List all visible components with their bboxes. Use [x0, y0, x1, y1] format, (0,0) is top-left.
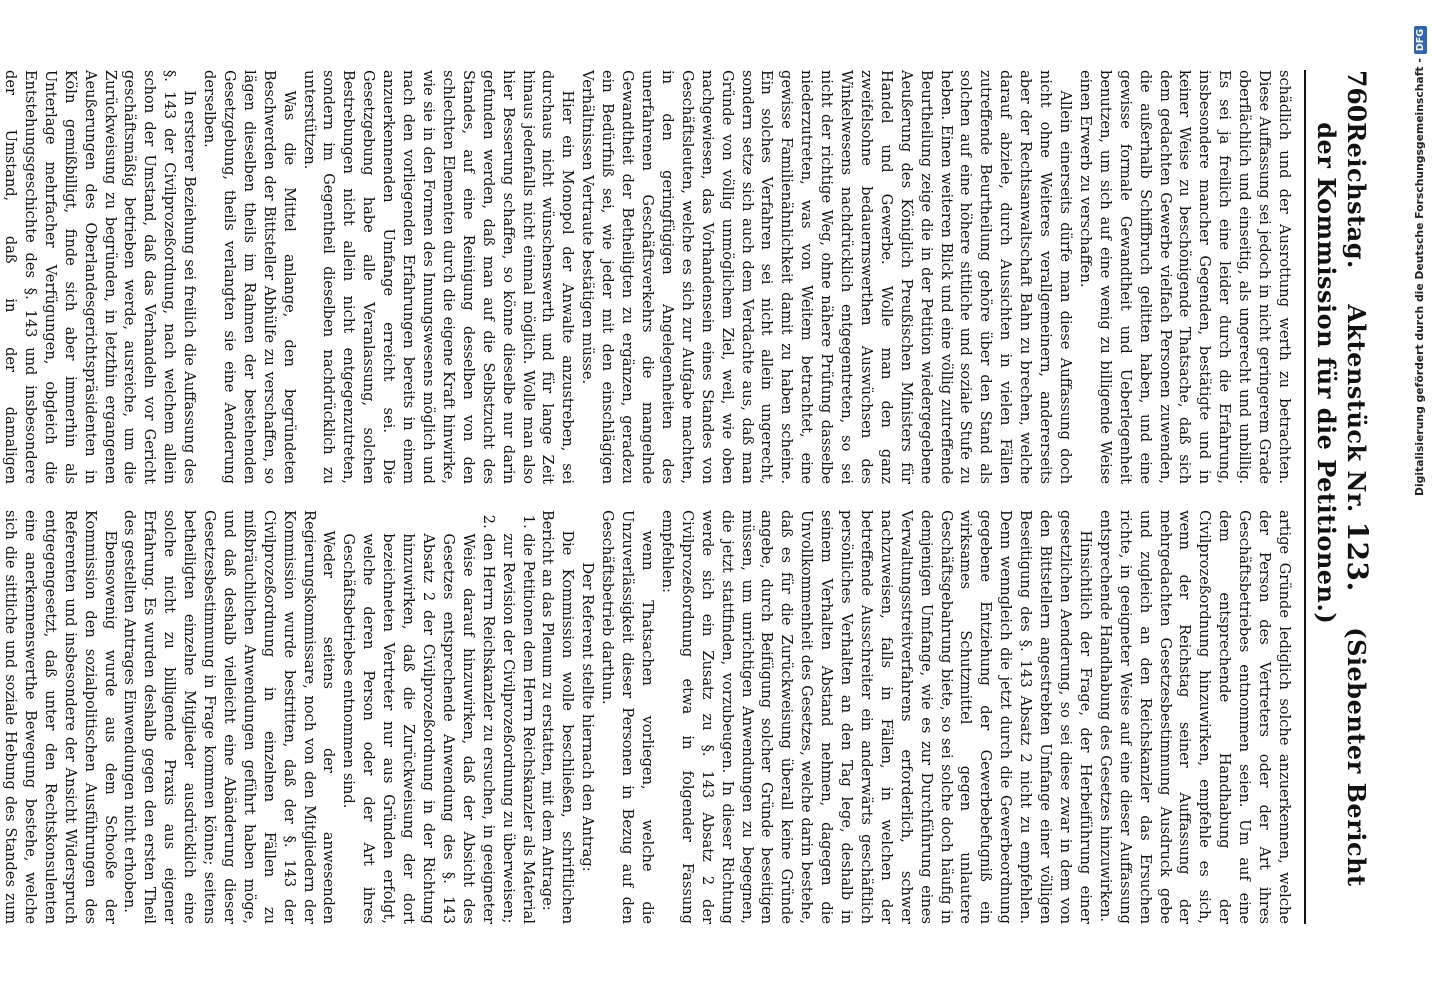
left-paragraph: Hier ein Monopol der Anwalte anzustreben, sei durchaus nicht wünschenswerth und für lange Zeit hinaus jedenfalls nicht einmal möglich. Wolle man also hier Besserung schaffen, so könne dieselbe nur darin gefunden werden, daß man auf die Selbstzucht des Standes, auf eine Reinigung desselben von den schlechten Elementen durch die eigene Kraft hinwirke, wie sie in den Formen des Innungswesens möglich und nach den vorliegenden Erfahrungen bereits in einem anzuerkennenden Umfange erreicht sei. Die Gesetzgebung habe alle Veranlassung, solchen Bestrebungen nicht allein nicht entgegenzutreten, sondern im Gegentheil dieselben nachdrücklich zu unterstützen. [300, 70, 577, 484]
left-paragraph: Allein einerseits dürfe man diese Auffassung doch nicht ohne Weiteres verallgemeinern, andererseits aber der Rechtsanwaltschaft Bahn zu brechen, welche darauf abziele, durch Aussichten in vielen Fällen zutreffende Beurtheilung gehöre über den Stand als solchen auf eine höhere sittliche und soziale Stufe zu heben. Einen weiteren Blick und eine völlig zutreffende Beurtheilung zeige die in der Petition wiedergegebene Aeußerung des Königlich Preußischen Ministers für Handel und Gewerbe. Wolle man den ganz zweifelsohne bedauernswerthen Auswüchsen des Winkelwesens nachdrücklich entgegentreten, so sei nicht der richtige Weg, ohne nähere Prüfung dasselbe niederzutreten, was von Weitem betrachtet, eine gewisse Familienähnlichkeit damit zu haben scheine. Ein solches Verfahren sei nicht allein ungerecht, sondern setze sich auch dem Verdachte aus, daß man Gründe von völlig unmöglichem Ziel, weil, wie oben nachgewiesen, das Vorhandensein eines Standes von Geschäftsleuten, welche es sich zur Aufgabe machten, in den geringfügigen Angelegenheiten des unerfahrenen Geschäftsverkehrs die mangelnde Gewandtheit der Betheiligten zu ergänzen, geradezu ein Bedürfniß sei, wie jeder mit den einschlägigen Verhältnissen Vertraute bestätigen müsse. [579, 70, 1075, 484]
right-intro: artige Gründe lediglich solche anzuerkennen, welche der Person des Vertreters oder der Art ihres Geschäftsbetriebes entnommen seien. Um auf eine dem entsprechende Handhabung der Civilprozeßordnung hinzuwirken, empfehle es sich, wenn der Reichstag seiner Auffassung der mehrgedachten Gesetzesbestimmung Ausdruck gebe und zugleich an den Reichskanzler das Ersuchen richte, in geeigneter Weise auf eine dieser Auffassung entsprechende Handhabung des Gesetzes hinzuwirken. [1096, 510, 1293, 924]
dfg-logo: DFG [1414, 26, 1427, 54]
right-column [2, 510, 1294, 924]
running-title [1312, 122, 1374, 924]
left-column [2, 70, 1294, 484]
second-question-paragraph: Hinsichtlich der Frage, der Herbeiführung einer gesetzlichen Aenderung, so sei diese zwar in dem von den Bittstellern angestrebten Umfange einer völligen Beseitigung des §. 143 Absatz 2 nicht zu empfehlen. Denn wenngleich die jetzt durch die Gewerbeordnung gegebene Entziehung der Gewerbebefugniß ein wirksames Schutzmittel gegen unlautere Geschäftsgebahrung biete, so sei solche doch häufig in demjenigen Umfange, wie es zur Durchführung eines Verwaltungsstreitverfahrens erforderlich, schwer nachzuweisen, falls in Fällen, in welchen der betreffende Ausschreiter ein anderwärts geschäftlich persönliches Verhalten an den Tag lege, deshalb in seinem Verhalten Abstand nehmen, dagegen die Unvollkommenheit des Gesetzes, welche darin bestehe, daß es für die Zurückweisung überall keine Gründe angebe, durch Beifügung solcher Gründe beseitigen müssen, um unrichtigen Anwendungen zu begegnen, die jetzt stattfinden, vorzubeugen. In dieser Richtung werde sich ein Zusatz zu §. 143 Absatz 2 der Civilprozeßordnung etwa in folgender Fassung empfehlen: [658, 510, 1094, 924]
digitization-stamp [1413, 26, 1427, 496]
referent-motion: Der Referent stellte hiernach den Antrag: [579, 562, 597, 872]
consensus-paragraph: Ebensowenig wurde aus dem Schooße der Kommission den sozialpolitischen Ausführungen des Referenten und insbesondere der Ansicht Widerspruch entgegengesetzt, daß unter den Rechtskonsulenten eine anerkennenswerthe Bewegung bestehe, welche sich die sittliche und soziale Hebung des Standes zum [2, 510, 119, 924]
aktenstueck-number: 123. [1341, 521, 1374, 592]
stamp-text: Digitalisierung gefördert durch die Deutsche Forschungsgemeinschaft - [1413, 58, 1426, 496]
left-paragraph: In ersterer Beziehung sei freilich die Auffassung des §. 143 der Civilprozeßordnung, nach welchem allein schon der Umstand, daß das Verhandeln vor Gericht geschäftsmäßig betrieben werde, ausreiche, um die Zurückweisung zu begründen, in letzthin ergangenen Aeußerungen des Oberlandesgerichtspräsidenten in Köln gemißbilligt, finde sich aber immerhin als Unterlage mehrfacher Verfügungen, obgleich die Entstehungsgeschichte des §. 143 und insbesondere der Umstand, daß in der damaligen [2, 70, 199, 484]
page-header [1304, 70, 1374, 924]
motion-item: 1. die Petitionen dem Herrn Reichskanzler als Material zur Revision der Civilprozeßordnung zu überweisen; [498, 533, 538, 924]
right-title: (Siebenter Bericht der Kommission für die Petitionen.) [1312, 122, 1371, 887]
left-paragraph: schädlich und der Ausrottung werth zu betrachten. Diese Auffassung sei jedoch in nicht geringerem Grade oberflächlich und einseitig, als ungerecht und unbillig. Es sei ja freilich eine leider durch die Erfahrung, insbesondere mancher Gegenden, bestätigte und in keiner Weise zu beschönigende Thatsache, daß sich dem gedachten Gewerbe vielfach Personen zuwenden, die außerhalb Schiffbruch gelitten haben, und eine gewisse formale Gewandtheit und Ueberlegenheit benutzen, um sich auf eine wenig zu billigende Weise einen Erwerb zu verschaffen. [1076, 70, 1293, 484]
aktenstueck-prefix: Aktenstück Nr. [1342, 304, 1371, 513]
left-title: Reichstag. [1342, 122, 1371, 269]
page-number: 760 [1342, 70, 1371, 123]
rotated-page [2, 20, 1406, 980]
commission-intro: Die Kommission wolle beschließen, schriftlichen Bericht an das Plenum zu erstatten, mit dem Antrage: [539, 510, 577, 924]
left-paragraph: Was die Mittel anlange, den begründeten Beschwerden der Bittsteller Abhülfe zu verschaffen, so lägen dieselben theils im Rahmen der bestehenden Gesetzgebung, theils verlangten sie eine Aenderung derselben. [201, 70, 298, 484]
text-columns [2, 70, 1294, 924]
motion-list [339, 510, 538, 924]
proposed-amendment-quote: wenn Thatsachen vorliegen, welche die Unzuverlässigkeit dieser Personen in Bezug auf den Geschäftsbetrieb darthun. [599, 510, 656, 924]
government-paragraph: Weder seitens der anwesenden Regierungskommissare, noch von den Mitgliedern der Kommission wurde bestritten, daß der §. 143 der Civilprozeßordnung in einzelnen Fällen zu mißbräuchlichen Anwendungen geführt haben möge, und daß deshalb vielleicht eine Abänderung dieser Gesetzesbestimmung in Frage kommen könne; seitens betheiligten einzelne Mitglieder ausdrücklich eine solche nicht zu billigende Praxis aus eigener Erfahrung. Es wurden deshalb gegen den ersten Theil des gestellten Antrages Einwendungen nicht erhoben. [121, 510, 338, 924]
motion-item: 2. den Herrn Reichskanzler zu ersuchen, in geeigneter Weise darauf hinzuwirken, daß der Absicht des Gesetzes entsprechende Anwendung des §. 143 Absatz 2 der Civilprozeßordnung in der Richtung hinzuwirken, daß die Zurückweisung der dort bezeichneten Vertreter nur aus Gründen erfolgt, welche deren Person oder der Art ihres Geschäftsbetriebes entnommen sind. [339, 533, 498, 924]
